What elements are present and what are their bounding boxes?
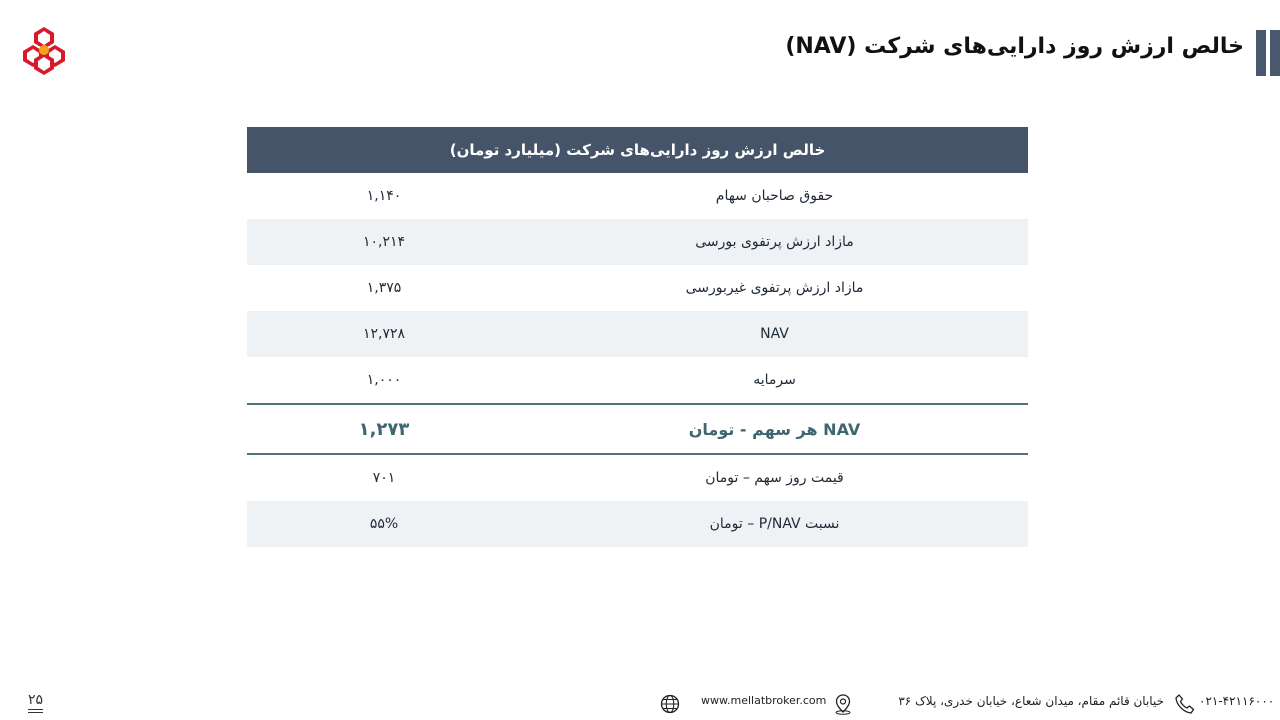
row-value: ۱,۳۷۵: [366, 280, 402, 296]
table-row: [247, 173, 1028, 219]
row-value: ۱۲,۷۲۸: [247, 311, 521, 357]
row-label: مازاد ارزش پرتفوی غیربورسی: [685, 280, 864, 296]
row-value: ۷۰۱: [372, 470, 396, 486]
table-row: [247, 454, 1028, 501]
row-value: ۵۵%: [247, 501, 521, 547]
table-heading: خالص ارزش روز دارایی‌های شرکت (میلیارد تومان): [247, 127, 1028, 173]
phone-icon: [1174, 693, 1196, 715]
nav-table: [247, 127, 1028, 547]
row-label: NAV: [521, 311, 1028, 357]
location-pin-icon: [833, 693, 853, 715]
table-row-highlight: [247, 404, 1028, 454]
row-label: مازاد ارزش پرتفوی بورسی: [521, 219, 1028, 265]
row-label: نسبت P/NAV – تومان: [521, 501, 1028, 547]
table-row: [247, 311, 1028, 357]
row-value: ۱,۲۷۳: [247, 404, 521, 454]
row-value: ۱,۰۰۰: [366, 372, 402, 388]
phone-number: ۰۲۱-۴۲۱۱۶۰۰۰: [1199, 694, 1275, 708]
company-logo: [20, 25, 68, 77]
row-value: ۱,۱۴۰: [366, 188, 402, 204]
row-label: NAV هر سهم - تومان: [521, 404, 1028, 454]
table-row: [247, 501, 1028, 547]
globe-icon: [660, 694, 680, 714]
title-accent-bars: [1254, 30, 1280, 76]
table-row: [247, 357, 1028, 404]
page-title: خالص ارزش روز دارایی‌های شرکت (NAV): [785, 34, 1244, 59]
address-text: خیابان قائم مقام، میدان شعاع، خیابان خدری، پلاک ۳۶: [898, 694, 1164, 708]
page-number: ۲۵: [28, 692, 44, 708]
website-link[interactable]: www.mellatbroker.com: [701, 694, 827, 707]
table-row: [247, 265, 1028, 311]
row-label: قیمت روز سهم – تومان: [705, 470, 844, 486]
row-label: سرمایه: [753, 372, 796, 388]
table-row: [247, 219, 1028, 265]
row-value: ۱۰,۲۱۴: [247, 219, 521, 265]
row-label: حقوق صاحبان سهام: [715, 188, 834, 204]
